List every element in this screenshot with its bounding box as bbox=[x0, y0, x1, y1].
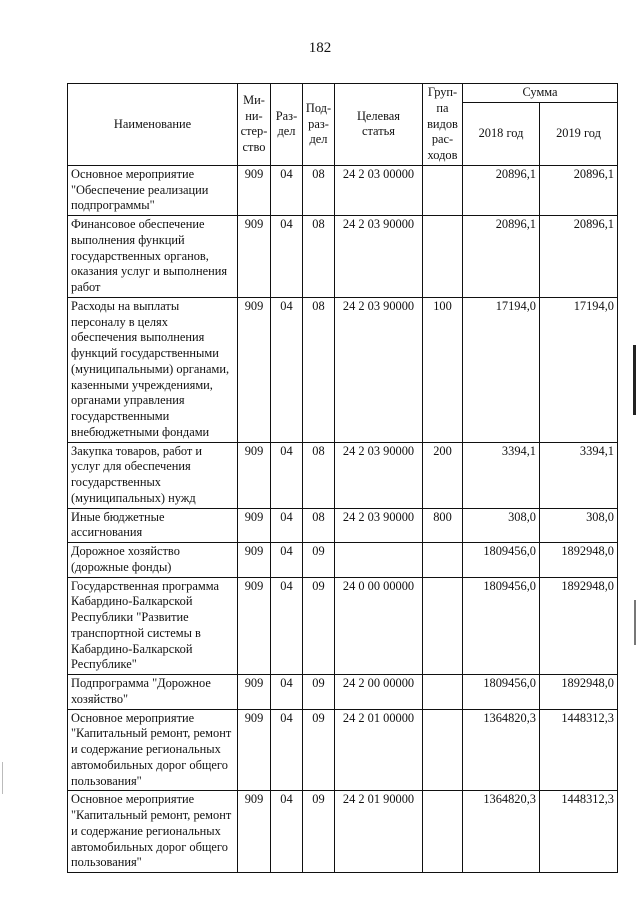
cell-name: Основное мероприятие "Обеспечение реализации подпрограммы" bbox=[68, 165, 238, 215]
cell-subsection: 09 bbox=[303, 791, 335, 873]
cell-target: 24 2 03 90000 bbox=[335, 508, 423, 543]
cell-target: 24 2 03 90000 bbox=[335, 442, 423, 508]
cell-target: 24 0 00 00000 bbox=[335, 577, 423, 675]
cell-section: 04 bbox=[271, 577, 303, 675]
cell-target: 24 2 01 90000 bbox=[335, 791, 423, 873]
cell-name: Закупка товаров, работ и услуг для обеспечения государственных (муниципальных) нужд bbox=[68, 442, 238, 508]
cell-group bbox=[423, 577, 463, 675]
table-row bbox=[68, 442, 618, 508]
cell-section: 04 bbox=[271, 791, 303, 873]
cell-subsection: 09 bbox=[303, 675, 335, 710]
cell-section: 04 bbox=[271, 442, 303, 508]
cell-2018: 20896,1 bbox=[463, 165, 540, 215]
cell-ministry: 909 bbox=[238, 508, 271, 543]
cell-2019: 308,0 bbox=[540, 508, 618, 543]
cell-2018: 1809456,0 bbox=[463, 675, 540, 710]
cell-subsection: 08 bbox=[303, 216, 335, 298]
cell-2019: 17194,0 bbox=[540, 297, 618, 442]
cell-group: 200 bbox=[423, 442, 463, 508]
cell-group bbox=[423, 709, 463, 791]
cell-group bbox=[423, 543, 463, 578]
table-row bbox=[68, 543, 618, 578]
cell-section: 04 bbox=[271, 216, 303, 298]
header-section-text: Раз- дел bbox=[275, 108, 298, 139]
cell-2018: 17194,0 bbox=[463, 297, 540, 442]
cell-section: 04 bbox=[271, 165, 303, 215]
cell-2019: 1892948,0 bbox=[540, 675, 618, 710]
table-body bbox=[68, 165, 618, 872]
header-ministry bbox=[238, 84, 271, 166]
scan-artifact bbox=[2, 762, 3, 794]
cell-name: Основное мероприятие "Капитальный ремонт, ремонт и содержание региональных автомобильных дорог общего пользования" bbox=[68, 791, 238, 873]
cell-group bbox=[423, 165, 463, 215]
cell-ministry: 909 bbox=[238, 216, 271, 298]
cell-section: 04 bbox=[271, 675, 303, 710]
budget-table bbox=[67, 83, 618, 873]
cell-subsection: 09 bbox=[303, 543, 335, 578]
cell-group bbox=[423, 675, 463, 710]
cell-ministry: 909 bbox=[238, 791, 271, 873]
cell-2018: 308,0 bbox=[463, 508, 540, 543]
cell-name: Финансовое обеспечение выполнения функций государственных органов, оказания услуг и выполнения работ bbox=[68, 216, 238, 298]
cell-group bbox=[423, 216, 463, 298]
cell-ministry: 909 bbox=[238, 297, 271, 442]
cell-2019: 1892948,0 bbox=[540, 543, 618, 578]
cell-group bbox=[423, 791, 463, 873]
cell-subsection: 08 bbox=[303, 508, 335, 543]
header-target bbox=[335, 84, 423, 166]
header-group bbox=[423, 84, 463, 166]
cell-2019: 1448312,3 bbox=[540, 709, 618, 791]
cell-ministry: 909 bbox=[238, 577, 271, 675]
header-group-text: Груп- па видов рас- ходов bbox=[427, 85, 458, 162]
cell-ministry: 909 bbox=[238, 442, 271, 508]
cell-target: 24 2 01 00000 bbox=[335, 709, 423, 791]
table-row bbox=[68, 577, 618, 675]
cell-name: Расходы на выплаты персоналу в целях обеспечения выполнения функций государственными (муниципальными) органами, казенными учреждениями, органами управления государственными внебюджетными фондами bbox=[68, 297, 238, 442]
cell-target: 24 2 03 90000 bbox=[335, 297, 423, 442]
cell-subsection: 08 bbox=[303, 442, 335, 508]
table-row bbox=[68, 216, 618, 298]
cell-2018: 20896,1 bbox=[463, 216, 540, 298]
table-row bbox=[68, 297, 618, 442]
cell-ministry: 909 bbox=[238, 543, 271, 578]
cell-2018: 1364820,3 bbox=[463, 791, 540, 873]
cell-name: Подпрограмма "Дорожное хозяйство" bbox=[68, 675, 238, 710]
cell-2018: 3394,1 bbox=[463, 442, 540, 508]
cell-target bbox=[335, 543, 423, 578]
header-section bbox=[271, 84, 303, 166]
header-2018: 2018 год bbox=[463, 102, 540, 165]
cell-subsection: 08 bbox=[303, 297, 335, 442]
cell-2018: 1809456,0 bbox=[463, 577, 540, 675]
cell-2019: 3394,1 bbox=[540, 442, 618, 508]
header-sum: Сумма bbox=[463, 84, 618, 103]
cell-name: Государственная программа Кабардино-Балкарской Республики "Развитие транспортной системы в Кабардино-Балкарской Республике" bbox=[68, 577, 238, 675]
cell-section: 04 bbox=[271, 709, 303, 791]
cell-target: 24 2 00 00000 bbox=[335, 675, 423, 710]
header-target-text: Целевая статья bbox=[356, 108, 401, 139]
header-2019: 2019 год bbox=[540, 102, 618, 165]
cell-2019: 20896,1 bbox=[540, 216, 618, 298]
cell-group: 800 bbox=[423, 508, 463, 543]
cell-subsection: 09 bbox=[303, 577, 335, 675]
cell-2019: 20896,1 bbox=[540, 165, 618, 215]
cell-group: 100 bbox=[423, 297, 463, 442]
cell-2019: 1448312,3 bbox=[540, 791, 618, 873]
cell-2018: 1809456,0 bbox=[463, 543, 540, 578]
cell-subsection: 08 bbox=[303, 165, 335, 215]
cell-ministry: 909 bbox=[238, 165, 271, 215]
cell-name: Дорожное хозяйство (дорожные фонды) bbox=[68, 543, 238, 578]
binding-mark bbox=[633, 345, 636, 415]
header-name: Наименование bbox=[68, 84, 238, 166]
cell-subsection: 09 bbox=[303, 709, 335, 791]
cell-ministry: 909 bbox=[238, 709, 271, 791]
table-row bbox=[68, 675, 618, 710]
cell-2018: 1364820,3 bbox=[463, 709, 540, 791]
cell-2019: 1892948,0 bbox=[540, 577, 618, 675]
table-row bbox=[68, 709, 618, 791]
cell-target: 24 2 03 90000 bbox=[335, 216, 423, 298]
cell-section: 04 bbox=[271, 508, 303, 543]
table-row bbox=[68, 791, 618, 873]
table-row bbox=[68, 165, 618, 215]
cell-section: 04 bbox=[271, 297, 303, 442]
header-subsection-text: Под- раз- дел bbox=[305, 100, 332, 147]
cell-target: 24 2 03 00000 bbox=[335, 165, 423, 215]
cell-ministry: 909 bbox=[238, 675, 271, 710]
cell-name: Основное мероприятие "Капитальный ремонт, ремонт и содержание региональных автомобильных дорог общего пользования" bbox=[68, 709, 238, 791]
header-ministry-text: Ми- ни- стер- ство bbox=[240, 92, 268, 155]
cell-name: Иные бюджетные ассигнования bbox=[68, 508, 238, 543]
cell-section: 04 bbox=[271, 543, 303, 578]
header-subsection bbox=[303, 84, 335, 166]
table-row bbox=[68, 508, 618, 543]
binding-mark-lower bbox=[634, 600, 636, 645]
page-number: 182 bbox=[308, 40, 332, 56]
